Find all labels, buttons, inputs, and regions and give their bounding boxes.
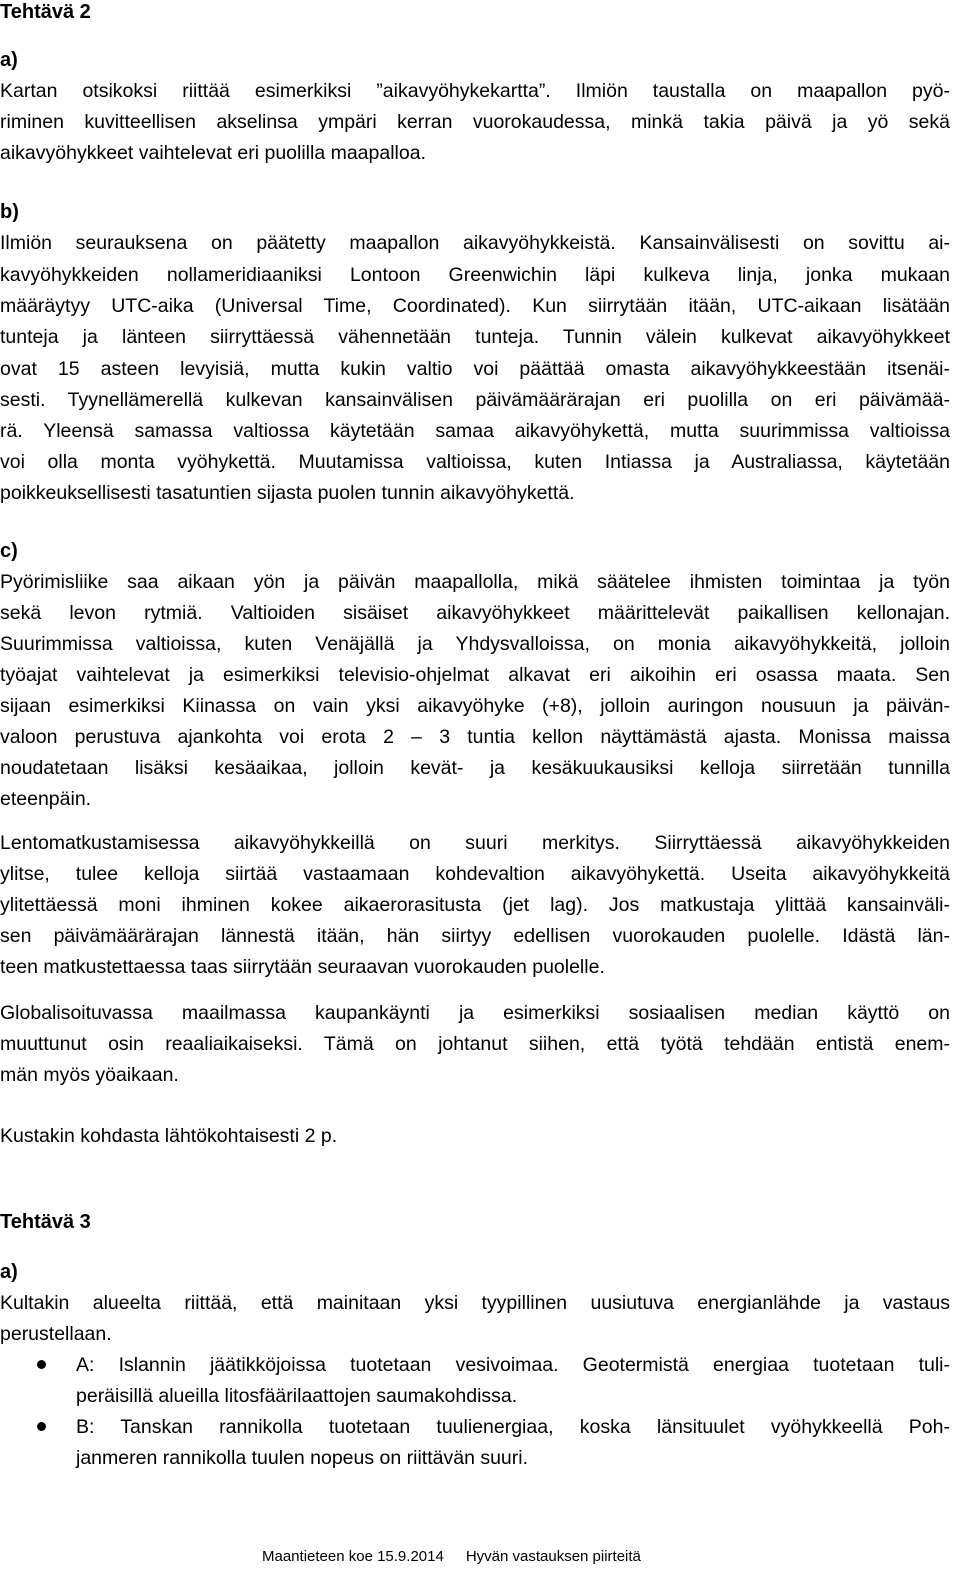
- bullet-item-line: B: Tanskan rannikolla tuotetaan tuulienergiaa, koska länsituulet vyöhykkeellä Poh-: [76, 1416, 950, 1438]
- task-2b-line: sesti. Tyynellämerellä kulkevan kansainvälisen päivämäärärajan eri puolilla on eri päivämää-: [0, 389, 950, 411]
- page-footer: [262, 1547, 641, 1567]
- bullet-item-line: A: Islannin jäätikköjoissa tuotetaan vesivoimaa. Geotermistä energiaa tuotetaan tuli-: [76, 1354, 950, 1376]
- task-2b-line: Ilmiön seurauksena on päätetty maapallon aikavyöhykkeistä. Kansainvälisesti on sovittu ai-: [0, 232, 950, 254]
- task-2b-label: b): [0, 201, 19, 223]
- task-2a-line: Kartan otsikoksi riittää esimerkiksi ”aikavyöhykekartta”. Ilmiön taustalla on maapallon pyö-: [0, 80, 950, 102]
- task-2-heading: Tehtävä 2: [0, 1, 91, 23]
- task-2c-line: ylitse, tulee kelloja siirtää vastaamaan kohdevaltion aikavyöhykettä. Useita aikavyöhykkeitä: [0, 863, 950, 885]
- task-2a-line: riminen kuvitteellisen akselinsa ympäri kerran vuorokaudessa, minkä takia päivä ja yö sekä: [0, 111, 950, 133]
- task-2b-line: voi olla monta vyöhykettä. Muutamissa valtioissa, kuten Intiassa ja Australiassa, käytetään: [0, 451, 950, 473]
- task-3a-label: a): [0, 1261, 18, 1283]
- task-2c-line: Globalisoituvassa maailmassa kaupankäynti ja esimerkiksi sosiaalisen median käyttö on: [0, 1002, 950, 1024]
- task-2b-line: määräytyy UTC-aika (Universal Time, Coordinated). Kun siirrytään itään, UTC-aikaan lisätään: [0, 295, 950, 317]
- task-2c-line: valoon perustuva ajankohta voi erota 2 – 3 tuntia kellon näyttämästä ajasta. Monissa maissa: [0, 726, 950, 748]
- scoring-note: Kustakin kohdasta lähtökohtaisesti 2 p.: [0, 1125, 338, 1147]
- task-3a-line: perustellaan.: [0, 1323, 112, 1345]
- task-2b-line: kavyöhykkeiden nollameridiaaniksi Lontoon Greenwichin läpi kulkeva linja, jonka mukaan: [0, 264, 950, 286]
- task-3a-line: Kultakin alueelta riittää, että mainitaan yksi tyypillinen uusiutuva energianlähde ja vastaus: [0, 1292, 950, 1314]
- task-3-heading: Tehtävä 3: [0, 1211, 91, 1233]
- task-2c-label: c): [0, 540, 18, 562]
- bullet-item-line: janmeren rannikolla tuulen nopeus on riittävän suuri.: [76, 1447, 529, 1469]
- task-2c-line: noudatetaan lisäksi kesäaikaa, jolloin kevät- ja kesäkuukausiksi kelloja siirretään tunnilla: [0, 757, 950, 779]
- task-2a-line: aikavyöhykkeet vaihtelevat eri puolilla maapalloa.: [0, 142, 426, 164]
- bullet-item-line: peräisillä alueilla litosfäärilaattojen saumakohdissa.: [76, 1385, 518, 1407]
- task-2b-line: rä. Yleensä samassa valtiossa käytetään samaa aikavyöhykettä, mutta suurimmissa valtioissa: [0, 420, 950, 442]
- bullet-icon: [37, 1422, 46, 1431]
- task-2c-line: muuttunut osin reaaliaikaiseksi. Tämä on johtanut siihen, että työtä tehdään entistä enem-: [0, 1033, 950, 1055]
- task-2c-line: Pyörimisliike saa aikaan yön ja päivän maapallolla, mikä säätelee ihmisten toimintaa ja työn: [0, 571, 950, 593]
- task-2c-line: sen päivämäärärajan lännestä itään, hän siirtyy edellisen vuorokauden puolelle. Idästä län-: [0, 925, 950, 947]
- task-2c-line: Lentomatkustamisessa aikavyöhykkeillä on suuri merkitys. Siirryttäessä aikavyöhykkeiden: [0, 832, 950, 854]
- task-2c-line: työajat vaihtelevat ja esimerkiksi televisio-ohjelmat alkavat eri aikoihin eri osassa maata. Sen: [0, 664, 950, 686]
- footer-note: Hyvän vastauksen piirteitä: [465, 1548, 641, 1565]
- task-2c-line: Suurimmissa valtioissa, kuten Venäjällä ja Yhdysvalloissa, on monia aikavyöhykkeitä, jolloin: [0, 633, 950, 655]
- task-2a-label: a): [0, 49, 18, 71]
- bullet-icon: [37, 1360, 46, 1369]
- task-2c-line: sekä levon rytmiä. Valtioiden sisäiset aikavyöhykkeet määrittelevät paikallisen kellonajan.: [0, 602, 950, 624]
- task-2c-line: teen matkustettaessa taas siirrytään seuraavan vuorokauden puolelle.: [0, 956, 605, 978]
- footer-exam-title: Maantieteen koe 15.9.2014: [262, 1548, 444, 1565]
- task-2c-line: män myös yöaikaan.: [0, 1064, 179, 1086]
- task-2b-line: poikkeuksellisesti tasatuntien sijasta puolen tunnin aikavyöhykettä.: [0, 482, 575, 504]
- task-2c-line: sijaan esimerkiksi Kiinassa on vain yksi aikavyöhyke (+8), jolloin auringon nousuun ja päivän-: [0, 695, 950, 717]
- task-2b-line: tunteja ja länteen siirryttäessä vähennetään tunteja. Tunnin välein kulkevat aikavyöhykkeet: [0, 326, 950, 348]
- task-2b-line: ovat 15 asteen levyisiä, mutta kukin valtio voi päättää omasta aikavyöhykkeestään itsenäi-: [0, 358, 950, 380]
- task-2c-line: eteenpäin.: [0, 788, 92, 810]
- task-2c-line: ylitettäessä moni ihminen kokee aikaerorasitusta (jet lag). Jos matkustaja ylittää kansainväli-: [0, 894, 950, 916]
